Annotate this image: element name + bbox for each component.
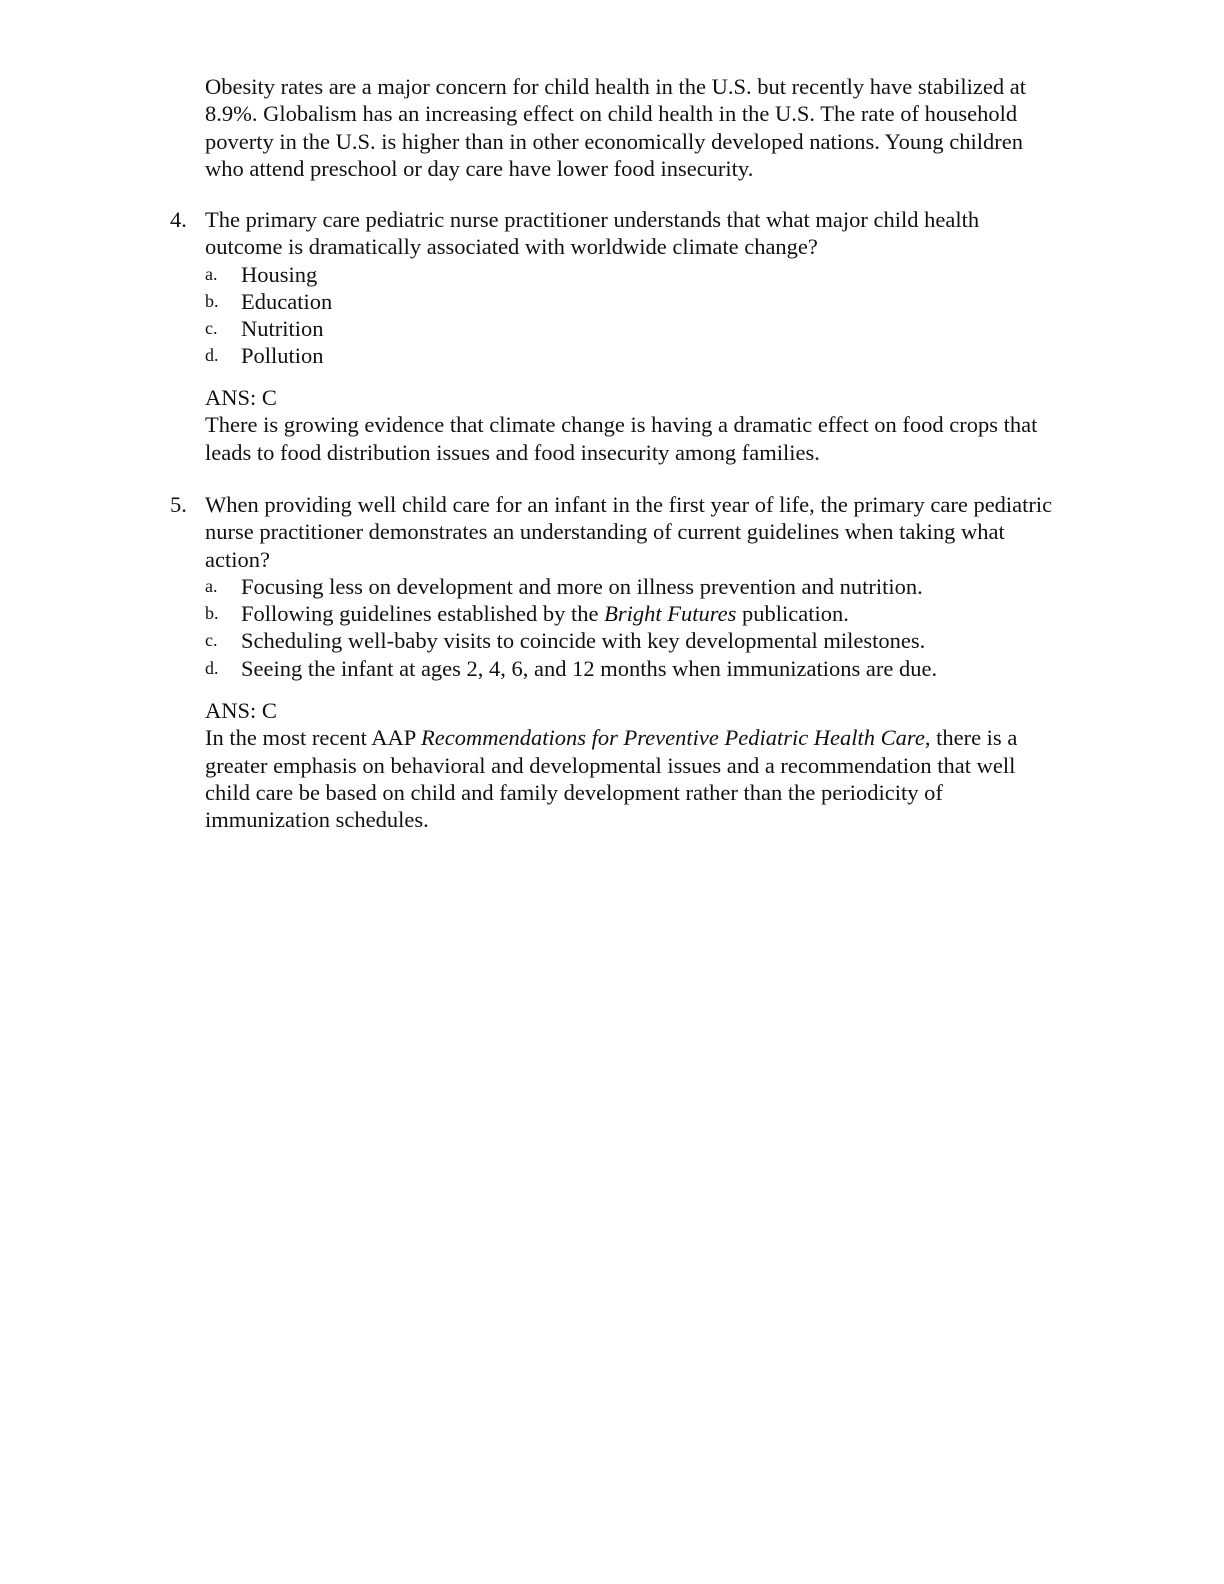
question-stem: [205, 491, 1105, 573]
answer-block-4: [205, 384, 1105, 466]
option-d: [205, 342, 1105, 369]
rationale-text-part: In the most recent AAP: [205, 725, 422, 751]
intro-line: who attend preschool or day care have lower food insecurity.: [205, 155, 754, 181]
answer-label: ANS: C: [205, 385, 277, 410]
option-text: Education: [241, 288, 333, 314]
question-number: 4.: [170, 207, 187, 232]
question-4: [170, 206, 1105, 370]
rationale-text-part: , there is a: [924, 725, 1018, 751]
option-text: Seeing the infant at ages 2, 4, 6, and 12 months when immunizations are due.: [241, 655, 938, 681]
intro-paragraph: [205, 73, 1105, 182]
option-letter: b.: [205, 290, 219, 311]
publication-title: Bright Futures: [604, 601, 737, 627]
answer-block-5: [205, 697, 1105, 833]
intro-line: 8.9%. Globalism has an increasing effect on child health in the U.S. The rate of household: [205, 101, 1018, 127]
stem-line: outcome is dramatically associated with worldwide climate change?: [205, 234, 818, 260]
stem-line: The primary care pediatric nurse practitioner understands that what major child health: [205, 207, 980, 232]
option-text: Housing: [241, 261, 318, 287]
option-d: [205, 655, 1105, 682]
rationale-line: There is growing evidence that climate change is having a dramatic effect on food crops that: [205, 412, 1038, 438]
option-b: [205, 600, 1105, 627]
option-letter: d.: [205, 657, 219, 678]
stem-line: nurse practitioner demonstrates an understanding of current guidelines when taking what: [205, 519, 1005, 545]
answer-options: [205, 573, 1105, 682]
option-text: Pollution: [241, 343, 324, 369]
option-letter: c.: [205, 318, 218, 339]
option-text: Scheduling well-baby visits to coincide with key developmental milestones.: [241, 628, 926, 654]
option-c: [205, 315, 1105, 342]
question-5: [170, 491, 1105, 682]
option-text: [241, 600, 849, 627]
stem-line: action?: [205, 546, 270, 572]
option-c: [205, 627, 1105, 654]
rationale-line: child care be based on child and family development rather than the periodicity of: [205, 779, 943, 805]
option-letter: a.: [205, 575, 218, 596]
option-text: Nutrition: [241, 316, 324, 342]
publication-title: Recommendations for Preventive Pediatric Health Care: [421, 725, 925, 751]
option-a: [205, 573, 1105, 600]
answer-label: ANS: C: [205, 698, 277, 723]
rationale-line: leads to food distribution issues and food insecurity among families.: [205, 439, 820, 465]
rationale-line: immunization schedules.: [205, 807, 429, 833]
stem-line: When providing well child care for an infant in the first year of life, the primary care pediatric: [205, 492, 1053, 517]
option-letter: b.: [205, 603, 219, 624]
question-number: 5.: [170, 492, 187, 517]
rationale-line: greater emphasis on behavioral and developmental issues and a recommendation that well: [205, 752, 1016, 778]
option-a: [205, 261, 1105, 288]
option-text-part: Following guidelines established by the: [241, 601, 605, 627]
option-letter: d.: [205, 345, 219, 366]
option-b: [205, 288, 1105, 315]
option-letter: c.: [205, 630, 218, 651]
intro-line: poverty in the U.S. is higher than in other economically developed nations. Young children: [205, 128, 1023, 154]
option-text-part: publication.: [736, 601, 849, 627]
option-letter: a.: [205, 263, 218, 284]
option-text: Focusing less on development and more on illness prevention and nutrition.: [241, 573, 923, 599]
intro-line: Obesity rates are a major concern for child health in the U.S. but recently have stabilized at: [205, 74, 1026, 99]
answer-options: [205, 261, 1105, 370]
question-stem: [205, 206, 1105, 261]
rationale-line: [205, 724, 1105, 751]
